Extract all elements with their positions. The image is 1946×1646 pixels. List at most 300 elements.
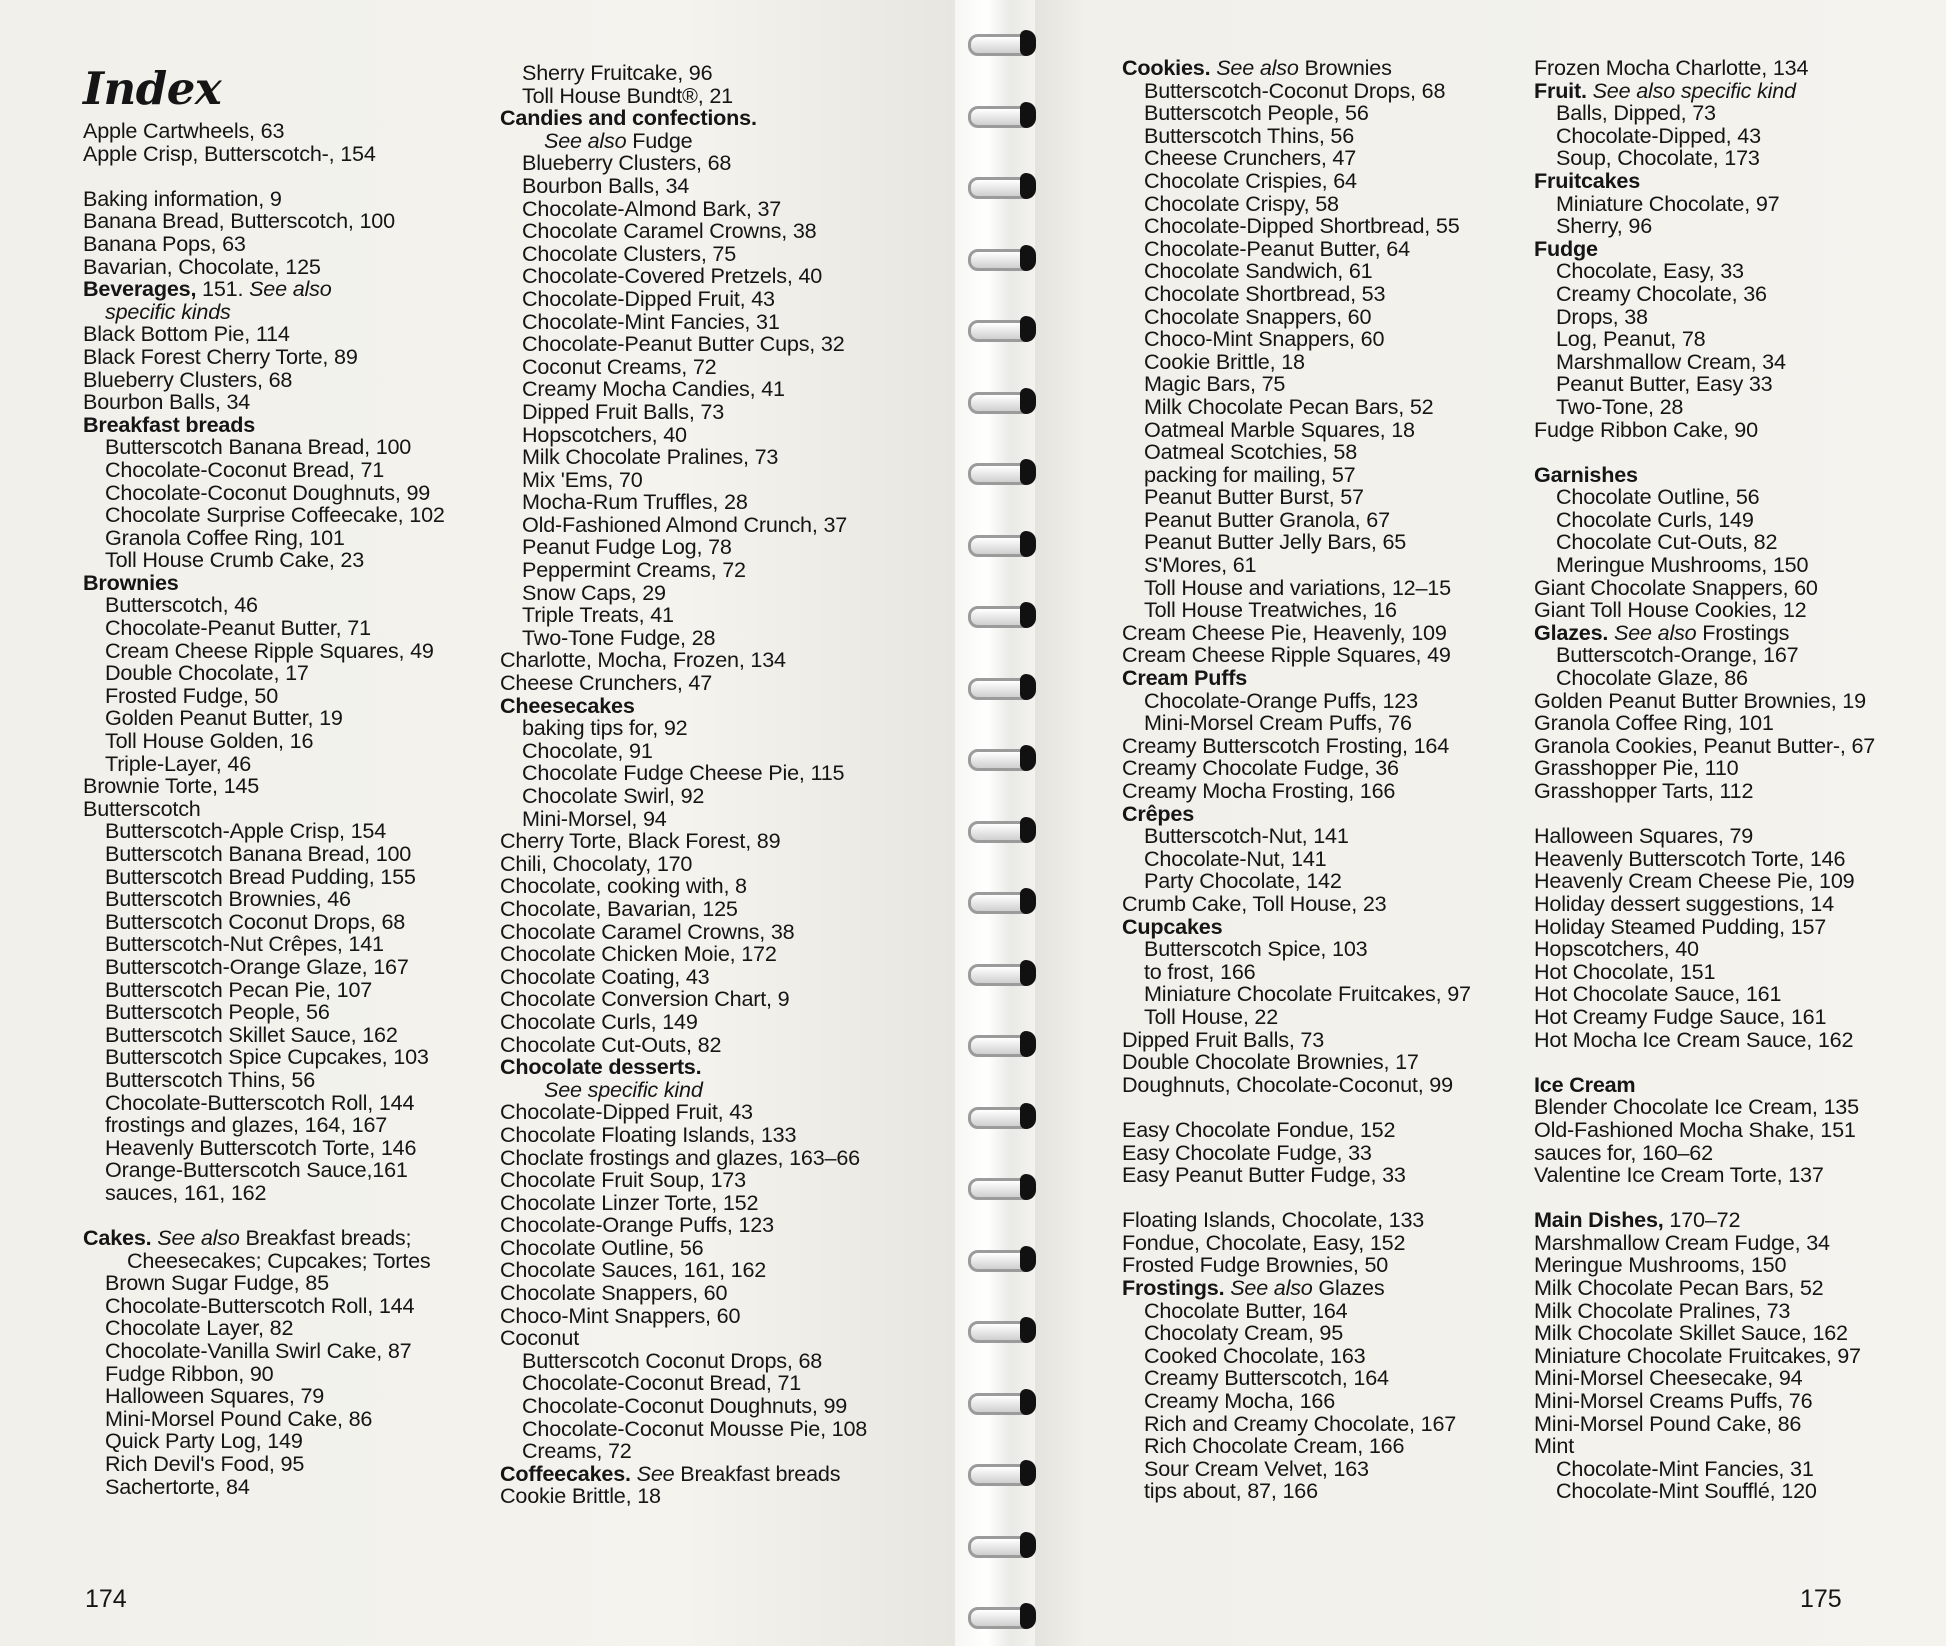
entry-text: Cheese Crunchers, 47 xyxy=(1144,145,1357,171)
index-entry xyxy=(500,559,867,582)
entry-text: Granola Coffee Ring, 101 xyxy=(105,524,345,550)
index-entry xyxy=(83,820,445,843)
entry-text: Golden Peanut Butter, 19 xyxy=(105,705,343,731)
entry-text: Chocolate-Nut, 141 xyxy=(1144,845,1327,871)
index-entry xyxy=(83,1340,445,1363)
index-entry xyxy=(83,1134,445,1160)
index-entry xyxy=(83,436,445,459)
index-entry xyxy=(1534,1164,1875,1187)
index-entry xyxy=(1534,1209,1875,1232)
index-entry xyxy=(500,1259,867,1282)
entry-heading: Main Dishes, xyxy=(1534,1207,1664,1233)
entry-text: Chocolate Sandwich, 61 xyxy=(1144,258,1373,284)
entry-text: Sherry Fruitcake, 96 xyxy=(522,60,713,85)
index-entry xyxy=(500,152,867,175)
index-entry xyxy=(1122,1277,1471,1300)
entry-text: Fudge xyxy=(626,127,693,153)
index-entry xyxy=(83,953,445,979)
index-entry xyxy=(1534,825,1875,848)
entry-heading: Candies and confections. xyxy=(500,105,757,131)
entry-text: Mini-Morsel Cream Puffs, 76 xyxy=(1144,710,1412,736)
entry-text: Choco-Mint Snappers, 60 xyxy=(500,1302,741,1328)
entry-text: Toll House, 22 xyxy=(1144,1003,1279,1029)
index-entry xyxy=(83,1159,445,1182)
entry-text: Marshmallow Cream, 34 xyxy=(1556,348,1786,374)
entry-text: Chocolate-Coconut Bread, 71 xyxy=(105,456,385,482)
index-entry xyxy=(83,775,445,798)
index-entry xyxy=(83,210,445,233)
entry-text: Rich and Creamy Chocolate, 167 xyxy=(1144,1410,1457,1436)
entry-text: Chocolate-Mint Fancies, 31 xyxy=(522,308,780,334)
index-entry xyxy=(1122,280,1471,306)
ring-hole xyxy=(1020,1317,1036,1343)
entry-text: Golden Peanut Butter Brownies, 19 xyxy=(1534,687,1866,713)
entry-text: Two-Tone, 28 xyxy=(1556,393,1684,419)
entry-text: Chocolate Layer, 82 xyxy=(105,1315,294,1341)
index-entry xyxy=(1122,57,1471,80)
index-entry xyxy=(1122,983,1471,1006)
index-entry xyxy=(83,1292,445,1318)
index-entry xyxy=(83,323,445,346)
entry-text: Chocolate Outline, 56 xyxy=(500,1234,704,1260)
index-entry xyxy=(500,604,867,627)
entry-text: Toll House Bundt®, 21 xyxy=(522,82,733,108)
index-entry xyxy=(83,1473,445,1499)
index-entry xyxy=(1534,1297,1875,1323)
entry-text: Easy Chocolate Fudge, 33 xyxy=(1122,1139,1372,1165)
index-entry xyxy=(1534,619,1875,645)
index-entry xyxy=(1534,732,1876,758)
entry-text: Charlotte, Mocha, Frozen, 134 xyxy=(500,647,786,673)
entry-text: Chocolate Shortbread, 53 xyxy=(1144,280,1386,306)
binding-ring xyxy=(968,600,1046,630)
index-entry xyxy=(1122,870,1471,893)
index-entry xyxy=(500,943,867,966)
entry-text: Chocolate-Orange Puffs, 123 xyxy=(500,1212,774,1238)
entry-text: Fondue, Chocolate, Easy, 152 xyxy=(1122,1229,1406,1255)
index-entry xyxy=(500,1302,867,1328)
entry-text: baking tips for, 92 xyxy=(522,715,688,741)
ring-hole xyxy=(1020,674,1036,700)
entry-text: Chocolate Fudge Cheese Pie, 115 xyxy=(522,760,845,786)
index-entry xyxy=(1534,122,1875,148)
entry-text: Toll House Golden, 16 xyxy=(105,728,314,754)
index-entry xyxy=(1534,574,1875,600)
page-number-right: 175 xyxy=(1800,1585,1842,1613)
entry-text: Banana Pops, 63 xyxy=(83,230,246,256)
index-entry xyxy=(83,1179,445,1205)
index-entry xyxy=(500,1347,867,1373)
entry-text: Miniature Chocolate, 97 xyxy=(1556,190,1780,216)
index-entry xyxy=(500,353,867,379)
entry-text: to frost, 166 xyxy=(1144,958,1256,984)
index-entry xyxy=(500,1485,867,1508)
index-entry xyxy=(1122,393,1471,419)
index-entry xyxy=(1534,938,1875,961)
index-entry xyxy=(1122,1209,1471,1232)
index-entry xyxy=(1122,1164,1471,1187)
entry-text: tips about, 87, 166 xyxy=(1144,1478,1318,1504)
binding-ring xyxy=(968,1530,1046,1560)
entry-text: Cream Cheese Pie, Heavenly, 109 xyxy=(1122,619,1447,645)
index-entry xyxy=(500,536,867,559)
entry-text: Drops, 38 xyxy=(1556,303,1648,329)
index-entry xyxy=(83,504,445,527)
see-reference: See xyxy=(636,1460,675,1486)
entry-text: Peppermint Creams, 72 xyxy=(522,557,746,583)
entry-text: Butterscotch Spice, 103 xyxy=(1144,936,1368,962)
entry-text: Butterscotch Skillet Sauce, 162 xyxy=(105,1021,398,1047)
index-entry xyxy=(500,378,867,401)
index-entry xyxy=(500,62,867,85)
entry-text: Butterscotch Bread Pudding, 155 xyxy=(105,863,416,889)
index-entry xyxy=(1534,393,1875,419)
entry-text: Chocolate-Coconut Doughnuts, 99 xyxy=(522,1393,848,1419)
index-entry xyxy=(500,285,867,311)
entry-text: Chocolate-Peanut Butter Cups, 32 xyxy=(522,331,845,357)
entry-text: Butterscotch, 46 xyxy=(105,592,258,618)
blank-line xyxy=(1122,1096,1471,1119)
entry-text: Chocolate-Dipped Fruit, 43 xyxy=(500,1099,753,1125)
ring-hole xyxy=(1020,102,1036,128)
entry-text: Butterscotch Brownies, 46 xyxy=(105,886,351,912)
entry-text: Soup, Chocolate, 173 xyxy=(1556,145,1760,171)
ring-hole xyxy=(1020,531,1036,557)
index-entry xyxy=(1122,1254,1471,1277)
index-entry xyxy=(1534,506,1875,532)
entry-text-continued: Brownies xyxy=(1298,55,1392,80)
entry-text: Chocolate-Peanut Butter, 64 xyxy=(1144,235,1410,261)
see-reference: See also xyxy=(1230,1275,1313,1301)
ring-hole xyxy=(1020,745,1036,771)
ring-hole xyxy=(1020,1174,1036,1200)
index-entry xyxy=(1122,599,1471,622)
entry-text: Two-Tone Fudge, 28 xyxy=(522,624,716,650)
index-entry xyxy=(1122,712,1471,735)
entry-text: Chili, Chocolaty, 170 xyxy=(500,850,693,876)
index-entry xyxy=(1534,1229,1875,1255)
index-entry xyxy=(1534,757,1875,780)
index-entry xyxy=(1122,825,1471,848)
entry-text: Blueberry Clusters, 68 xyxy=(83,366,293,392)
entry-text: Chocolate Curls, 149 xyxy=(500,1008,698,1034)
entry-text: Easy Peanut Butter Fudge, 33 xyxy=(1122,1162,1406,1188)
index-entry xyxy=(500,82,867,108)
index-entry xyxy=(1122,441,1471,464)
index-entry xyxy=(1122,1229,1471,1255)
entry-text: Chocolate-Dipped Shortbread, 55 xyxy=(1144,213,1460,239)
index-entry xyxy=(1122,687,1471,713)
index-entry xyxy=(1534,1367,1875,1390)
entry-text: Mocha-Rum Truffles, 28 xyxy=(522,489,748,515)
index-entry xyxy=(83,366,445,392)
index-entry xyxy=(500,1282,867,1305)
entry-text: Cheese Crunchers, 47 xyxy=(500,670,713,696)
index-entry xyxy=(500,491,867,514)
index-entry xyxy=(83,888,445,911)
binding-ring xyxy=(968,958,1046,988)
binding-ring xyxy=(968,1101,1046,1131)
entry-text: Mini-Morsel Cheesecake, 94 xyxy=(1534,1365,1803,1391)
index-entry xyxy=(1122,800,1471,826)
index-entry xyxy=(1534,1277,1875,1300)
index-entry xyxy=(1534,1322,1875,1345)
index-entry xyxy=(83,1046,445,1069)
index-entry xyxy=(500,963,867,989)
entry-text: Creamy Mocha Frosting, 166 xyxy=(1122,778,1396,803)
entry-text: Hopscotchers, 40 xyxy=(522,421,687,447)
entry-heading: Cheesecakes xyxy=(500,692,635,718)
entry-text: Chocolate Floating Islands, 133 xyxy=(500,1121,797,1147)
entry-text: Heavenly Cream Cheese Pie, 109 xyxy=(1534,868,1855,894)
index-entry xyxy=(1122,506,1471,532)
index-entry xyxy=(83,863,445,889)
entry-text: Hot Mocha Ice Cream Sauce, 162 xyxy=(1534,1026,1854,1052)
ring-hole xyxy=(1020,245,1036,271)
entry-text: Milk Chocolate Pralines, 73 xyxy=(1534,1297,1791,1323)
ring-hole xyxy=(1020,602,1036,628)
index-entry xyxy=(500,1076,867,1102)
entry-text: Butterscotch-Apple Crisp, 154 xyxy=(105,818,387,844)
entry-text: Chocolate Glaze, 86 xyxy=(1556,665,1748,691)
binding-ring xyxy=(968,171,1046,201)
entry-text: Miniature Chocolate Fruitcakes, 97 xyxy=(1144,981,1471,1007)
index-entry xyxy=(500,624,867,650)
entry-text: Rich Devil's Food, 95 xyxy=(105,1451,305,1477)
index-entry xyxy=(500,918,867,944)
index-entry xyxy=(1534,845,1875,871)
index-entry xyxy=(1122,215,1471,238)
entry-text: Cream Cheese Ripple Squares, 49 xyxy=(105,637,434,663)
index-entry xyxy=(500,446,867,469)
index-entry xyxy=(1534,1455,1875,1481)
index-entry xyxy=(83,617,445,640)
index-entry xyxy=(1122,1116,1471,1142)
binding-ring xyxy=(968,100,1046,130)
index-entry xyxy=(83,1001,445,1024)
binding-ring xyxy=(968,314,1046,344)
entry-text: Chocolate Outline, 56 xyxy=(1556,484,1760,510)
index-entry xyxy=(1534,1003,1875,1029)
entry-text: Chocolate-Coconut Bread, 71 xyxy=(522,1370,802,1396)
entry-text: Oatmeal Marble Squares, 18 xyxy=(1144,416,1415,442)
index-entry xyxy=(1122,757,1471,780)
index-entry xyxy=(1534,1139,1875,1165)
entry-text: Mini-Morsel, 94 xyxy=(522,805,667,831)
index-entry xyxy=(83,1066,445,1092)
index-entry xyxy=(500,762,867,785)
blank-line xyxy=(83,165,445,188)
entry-text: Hot Creamy Fudge Sauce, 161 xyxy=(1534,1003,1827,1029)
index-entry xyxy=(83,662,445,685)
index-entry xyxy=(1122,77,1471,103)
entry-text: Meringue Mushrooms, 150 xyxy=(1534,1252,1787,1278)
entry-heading: Beverages, xyxy=(83,276,197,302)
index-entry xyxy=(83,298,445,324)
index-entry xyxy=(83,1405,445,1431)
ring-hole xyxy=(1020,817,1036,843)
index-entry xyxy=(1534,1071,1875,1097)
entry-text: Milk Chocolate Pecan Bars, 52 xyxy=(1534,1275,1824,1301)
entry-text: Chocolate Coating, 43 xyxy=(500,963,710,989)
index-entry xyxy=(83,1021,445,1047)
index-entry xyxy=(1534,190,1875,216)
entry-text: Hot Chocolate Sauce, 161 xyxy=(1534,981,1782,1007)
index-entry xyxy=(1122,348,1471,374)
index-entry xyxy=(1122,732,1471,758)
entry-text: Chocolate Snappers, 60 xyxy=(1144,303,1372,329)
index-entry xyxy=(1122,619,1471,645)
see-reference: See specific kind xyxy=(544,1076,703,1102)
entry-heading: Ice Cream xyxy=(1534,1071,1636,1097)
entry-text: Butterscotch Thins, 56 xyxy=(1144,122,1355,148)
entry-text: Heavenly Butterscotch Torte, 146 xyxy=(105,1134,417,1160)
entry-text: packing for mailing, 57 xyxy=(1144,461,1356,487)
index-entry xyxy=(500,1395,867,1418)
index-entry xyxy=(1122,1435,1471,1458)
entry-text: Cooked Chocolate, 163 xyxy=(1144,1342,1366,1368)
index-entry xyxy=(83,1317,445,1340)
index-entry xyxy=(1534,1254,1875,1277)
entry-text: Banana Bread, Butterscotch, 100 xyxy=(83,208,395,234)
index-entry xyxy=(1122,235,1471,261)
entry-text: Valentine Ice Cream Torte, 137 xyxy=(1534,1162,1824,1188)
entry-text: Milk Chocolate Pecan Bars, 52 xyxy=(1144,393,1434,419)
entry-text: Butterscotch-Orange Glaze, 167 xyxy=(105,953,409,979)
index-column-1 xyxy=(83,62,445,1498)
entry-text: Chocolate Cut-Outs, 82 xyxy=(1556,529,1778,555)
entry-text: S'Mores, 61 xyxy=(1144,552,1257,578)
index-column-2 xyxy=(500,62,867,1508)
entry-text: Chocolate Butter, 164 xyxy=(1144,1297,1348,1323)
entry-text: Apple Cartwheels, 63 xyxy=(83,118,285,143)
entry-text: Dipped Fruit Balls, 73 xyxy=(1122,1026,1325,1052)
index-entry xyxy=(1122,102,1471,125)
entry-text: Grasshopper Tarts, 112 xyxy=(1534,778,1754,803)
entry-text: Creamy Butterscotch Frosting, 164 xyxy=(1122,732,1450,758)
blank-line xyxy=(1534,803,1875,826)
index-entry xyxy=(1534,1480,1875,1503)
entry-text: Butterscotch Banana Bread, 100 xyxy=(105,841,412,866)
entry-text: Chocolate-Dipped, 43 xyxy=(1556,122,1761,148)
index-entry xyxy=(83,843,445,866)
index-entry xyxy=(1122,1003,1471,1029)
ring-hole xyxy=(1020,30,1036,56)
index-entry xyxy=(500,466,867,492)
ring-hole xyxy=(1020,459,1036,485)
index-entry xyxy=(500,805,867,831)
entry-text: Brown Sugar Fudge, 85 xyxy=(105,1270,329,1296)
index-entry xyxy=(83,120,445,143)
index-entry xyxy=(1534,328,1875,351)
index-entry xyxy=(1122,303,1471,329)
entry-heading: Cakes. xyxy=(83,1225,152,1251)
entry-text: Butterscotch People, 56 xyxy=(1144,100,1369,126)
blank-line xyxy=(1534,1051,1875,1074)
index-entry xyxy=(500,737,867,763)
index-entry xyxy=(500,1031,867,1057)
entry-text: Frozen Mocha Charlotte, 134 xyxy=(1534,55,1809,80)
entry-text: Hot Chocolate, 151 xyxy=(1534,958,1716,984)
index-entry xyxy=(1534,1026,1875,1052)
index-entry xyxy=(500,421,867,447)
entry-heading: Cookies. xyxy=(1122,55,1211,80)
index-entry xyxy=(1122,1410,1471,1436)
entry-text: Bourbon Balls, 34 xyxy=(83,389,251,415)
index-entry xyxy=(83,750,445,776)
entry-text: Mini-Morsel Pound Cake, 86 xyxy=(105,1405,373,1431)
entry-text: Butterscotch People, 56 xyxy=(105,999,330,1025)
entry-text: Toll House Crumb Cake, 23 xyxy=(105,547,365,573)
entry-text: Bourbon Balls, 34 xyxy=(522,172,690,198)
entry-text: Blueberry Clusters, 68 xyxy=(522,150,732,176)
entry-text: Cheesecakes; Cupcakes; Tortes xyxy=(127,1247,431,1273)
index-entry xyxy=(83,456,445,482)
ring-hole xyxy=(1020,960,1036,986)
entry-text: Chocolate, cooking with, 8 xyxy=(500,873,747,899)
index-entry xyxy=(500,107,867,130)
index-entry xyxy=(83,278,445,301)
index-entry xyxy=(500,988,867,1011)
index-entry xyxy=(500,1144,867,1170)
index-entry xyxy=(500,127,867,153)
entry-text: Creamy Chocolate, 36 xyxy=(1556,280,1767,306)
entry-text: Blender Chocolate Ice Cream, 135 xyxy=(1534,1094,1859,1120)
index-entry xyxy=(500,398,867,424)
entry-text: Double Chocolate Brownies, 17 xyxy=(1122,1049,1419,1075)
index-entry xyxy=(1534,147,1875,170)
binding-ring xyxy=(968,1458,1046,1488)
index-entry xyxy=(1534,599,1875,622)
binding-ring xyxy=(968,1029,1046,1059)
entry-text-continued: Breakfast breads; xyxy=(239,1225,412,1251)
entry-text: Heavenly Butterscotch Torte, 146 xyxy=(1534,845,1846,871)
entry-heading: Fruit. xyxy=(1534,77,1587,103)
entry-heading: Coffeecakes. xyxy=(500,1460,631,1486)
index-entry xyxy=(1122,328,1471,351)
entry-text: Coconut Creams, 72 xyxy=(522,353,717,379)
index-entry xyxy=(500,1460,867,1486)
entry-text: Chocolate Caramel Crowns, 38 xyxy=(522,218,817,244)
entry-text: Butterscotch Thins, 56 xyxy=(105,1066,316,1092)
entry-text: Butterscotch Banana Bread, 100 xyxy=(105,434,412,460)
index-entry xyxy=(500,785,867,808)
ring-hole xyxy=(1020,173,1036,199)
blank-line xyxy=(1534,441,1875,464)
entry-text: Doughnuts, Chocolate-Coconut, 99 xyxy=(1122,1071,1453,1097)
index-entry xyxy=(1534,531,1875,554)
entry-text: Mint xyxy=(1534,1433,1574,1459)
entry-text: Marshmallow Cream Fudge, 34 xyxy=(1534,1229,1830,1255)
entry-text: Chocolate, Bavarian, 125 xyxy=(500,895,738,921)
entry-text: Chocolate Fruit Soup, 173 xyxy=(500,1167,746,1193)
index-entry xyxy=(500,579,867,605)
index-entry xyxy=(1534,983,1875,1006)
index-entry xyxy=(500,1440,867,1463)
entry-text: Rich Chocolate Cream, 166 xyxy=(1144,1433,1405,1459)
entry-text: Mini-Morsel Creams Puffs, 76 xyxy=(1534,1388,1813,1414)
entry-text: Creamy Chocolate Fudge, 36 xyxy=(1122,755,1399,781)
entry-text: Butterscotch-Orange, 167 xyxy=(1556,642,1799,668)
index-entry xyxy=(500,265,867,288)
index-entry xyxy=(1122,373,1471,396)
index-entry xyxy=(500,1101,867,1124)
entry-text: Butterscotch-Coconut Drops, 68 xyxy=(1144,77,1446,103)
entry-text: Miniature Chocolate Fruitcakes, 97 xyxy=(1534,1342,1861,1368)
index-entry xyxy=(500,308,867,334)
entry-text: Chocolate Crispy, 58 xyxy=(1144,190,1339,216)
see-reference: See also xyxy=(157,1225,240,1251)
